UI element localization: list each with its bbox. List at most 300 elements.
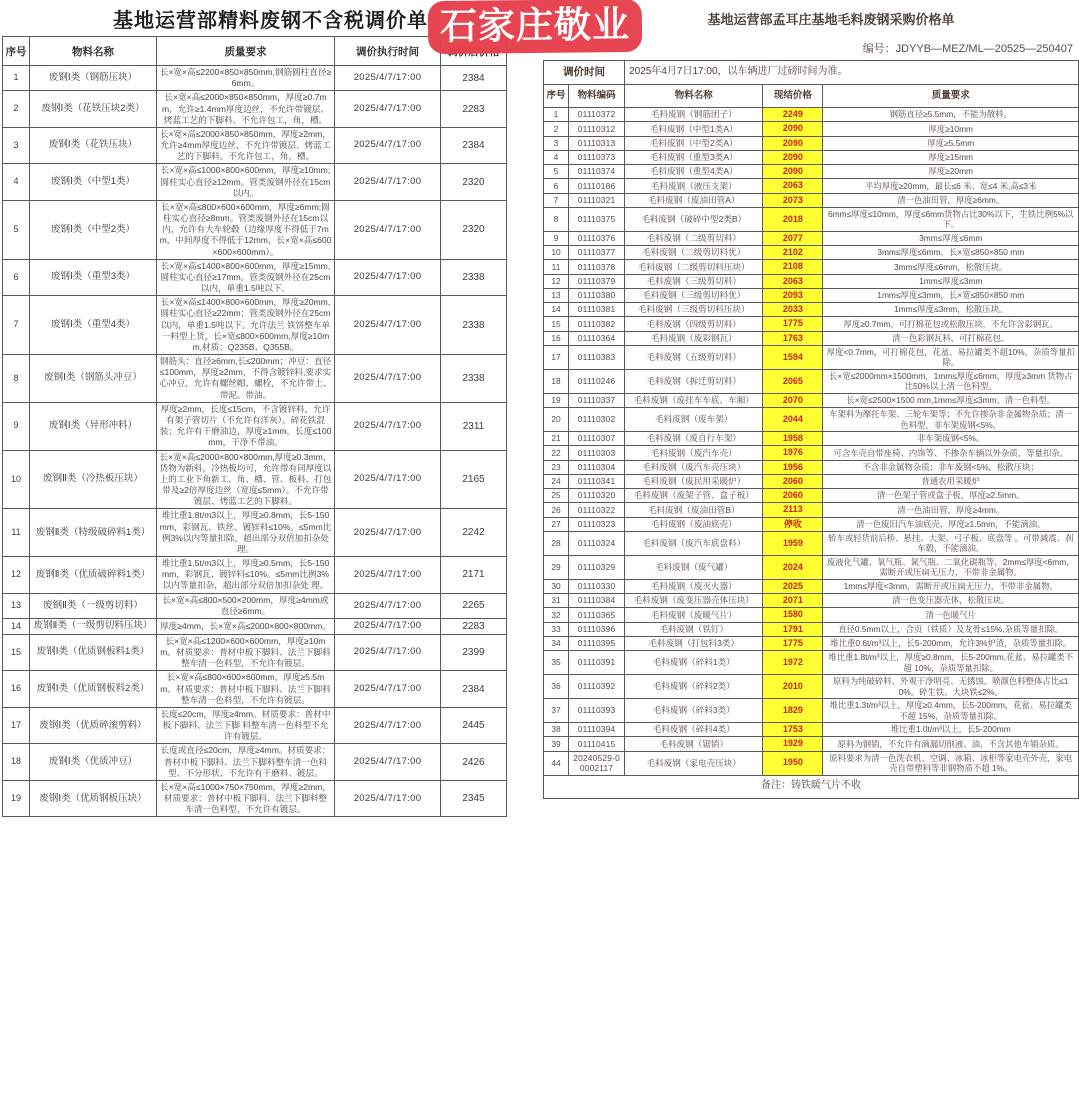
quality-requirement: 长×宽×高≤1200×600×600mm，厚度≥10mm。材质要求：普材中板下脚料、法兰下脚料整车清一色料型，不允许有镀层。: [157, 634, 335, 671]
material-name: 废钢Ⅰ类（钢筋压块）: [30, 66, 157, 91]
material-name: 废钢Ⅰ类（优质冲豆）: [30, 744, 157, 781]
settlement-price: 1775: [763, 317, 823, 331]
settlement-price: 2090: [763, 165, 823, 179]
material-name: 毛料废钢（三级剪切料压块）: [625, 303, 763, 317]
row-seq: 1: [544, 108, 569, 122]
quality-requirement: 轿车或轻货前后桥、悬挂、大架、弓子板、底盘等 。可带减震、刹车毂，不能滴油。: [823, 531, 1079, 555]
note-text: 备注：铸铁暖气片不收: [544, 775, 1079, 798]
row-seq: 14: [3, 618, 30, 634]
quality-requirement: 1mm≤厚度≤3mm，松散压块。: [823, 303, 1079, 317]
quality-requirement: 钢筋直径≥5.5mm，不能为散料。: [823, 108, 1079, 122]
row-seq: 6: [3, 259, 30, 296]
row-seq: 16: [544, 331, 569, 345]
quality-requirement: 长×宽≤2000mm×1500mm，1mm≤厚度≤6mm，厚度≥3mm 货物占比50%以上清一色料型。: [823, 369, 1079, 393]
row-seq: 5: [544, 165, 569, 179]
row-seq: 20: [544, 408, 569, 432]
row-seq: 34: [544, 636, 569, 650]
material-code: 01110364: [569, 331, 625, 345]
right-table-row: [544, 622, 1079, 636]
left-table-row: [3, 450, 507, 509]
row-seq: 25: [544, 489, 569, 503]
left-table-row: [3, 509, 507, 557]
settlement-price: 1753: [763, 723, 823, 737]
right-table-row: [544, 489, 1079, 503]
material-code: 01110329: [569, 555, 625, 579]
left-table-row: [3, 780, 507, 817]
row-seq: 1: [3, 66, 30, 91]
right-table-row: [544, 636, 1079, 650]
quality-requirement: 堆比重1.5t/m3以上，厚度≥0.5mm，长5-150mm，彩钢瓦、镀锌料≤10%。≤5mm比例3%以内等量扣杂，超出部分双倍加扣杂处 理。: [157, 557, 335, 594]
row-seq: 4: [544, 150, 569, 164]
quality-requirement: 3mm≤厚度≤6mm，长×宽≤850×850 mm: [823, 246, 1079, 260]
quality-requirement: 长×宽×高≤2000×850×850mm，厚度≥0.7mm，允许≥1.4mm厚度边丝，不允许带镀层、烤蓝工艺的下脚料。不允许包工，角，槽。: [157, 91, 335, 128]
right-table-row: [544, 193, 1079, 207]
row-seq: 19: [544, 393, 569, 407]
note-row: [544, 775, 1079, 798]
right-table-row: [544, 737, 1079, 751]
right-table-row: [544, 408, 1079, 432]
material-code: 01110415: [569, 737, 625, 751]
exec-time: 2025/4/7/17:00: [335, 707, 441, 744]
material-code: 01110341: [569, 474, 625, 488]
row-seq: 18: [3, 744, 30, 781]
right-table-row: [544, 288, 1079, 302]
row-seq: 11: [3, 509, 30, 557]
quality-requirement: 长×宽×高≤800×600×600mm，厚度≥6mm;圆柱实心直径≥8mm。管类废钢外径在15cm以内，允许有大车轮毂（边缘厚度不得低于7mm，中间厚度不得低于12mm，长×宽×高≤600×600×600mm）。: [157, 200, 335, 259]
settlement-price: 2060: [763, 474, 823, 488]
row-seq: 22: [544, 446, 569, 460]
settlement-price: 2077: [763, 231, 823, 245]
adjusted-price: 2242: [441, 509, 507, 557]
row-seq: 24: [544, 474, 569, 488]
material-name: 毛料废钢（碎料4类）: [625, 723, 763, 737]
exec-time: 2025/4/7/17:00: [335, 164, 441, 201]
quality-requirement: 长×宽×高≤800×600×600mm，厚度≥5.5mm。材质要求：普材中板下脚料、法兰下脚料整车清一色料型，不允许有镀层。: [157, 671, 335, 708]
settlement-price: 2102: [763, 246, 823, 260]
quality-requirement: 长×宽×高≤2200×850×850mm,钢筋圆柱直径≥6mm。: [157, 66, 335, 91]
adjusted-price: 2338: [441, 355, 507, 403]
material-name: 毛料废钢（拆迁剪切料）: [625, 369, 763, 393]
quality-requirement: 6mm≤厚度≤10mm，厚度≤6mm货物占比30%以下，生铁比例5%以下。: [823, 207, 1079, 231]
quality-requirement: 厚度<0.7mm，可打棉花包，花盆、易拉罐类不超10%，杂质等量扣除。: [823, 345, 1079, 369]
settlement-price: 1929: [763, 737, 823, 751]
raw-scrap-table: [543, 60, 1079, 799]
quality-requirement: 厚度≥15mm: [823, 150, 1079, 164]
material-name: 毛料废钢（三级剪切料优）: [625, 288, 763, 302]
quality-requirement: 原料为钢销，不允许有滴漏切削液、油，不含其他车销杂质。: [823, 737, 1079, 751]
material-code: 01110322: [569, 503, 625, 517]
material-name: 毛料废钢（废挂车车底、车厢）: [625, 393, 763, 407]
material-name: 毛料废钢（废油田管B）: [625, 503, 763, 517]
quality-requirement: 清一色彩钢瓦料，可打棉花包。: [823, 331, 1079, 345]
settlement-price: 2108: [763, 260, 823, 274]
right-table-row: [544, 474, 1079, 488]
right-table-row: [544, 108, 1079, 122]
settlement-price: 1956: [763, 460, 823, 474]
quality-requirement: 车架料为摩托车架、三轮车架等；不允许掺杂非金属物杂质；清一色料型，非车架废钢<5%。: [823, 408, 1079, 432]
left-table-row: [3, 671, 507, 708]
material-name: 毛料废钢（二级剪切料压块）: [625, 260, 763, 274]
left-table-row: [3, 402, 507, 450]
material-code: 01110378: [569, 260, 625, 274]
row-seq: 31: [544, 594, 569, 608]
adjusted-price: 2345: [441, 780, 507, 817]
quality-requirement: 堆比重0.6t/m³以上，长5-200mm，允许3%炉渣，杂质等量扣除。: [823, 636, 1079, 650]
material-code: 01110330: [569, 579, 625, 593]
material-name: 毛料废钢（碎料2类）: [625, 675, 763, 699]
material-code: 01110303: [569, 446, 625, 460]
quality-requirement: 长×宽×高≤2000×800×800mm,厚度≥0.3mm，货物为新料，冷热板均可，允许带有同厚度以上的工业下角新工、角、槽、管、板料、打包带及≥2倍厚度边丝（宽度≤5mm）。不允许带镀层、烤蓝工艺的下脚料。: [157, 450, 335, 509]
material-name: 废钢Ⅰ类（中型1类）: [30, 164, 157, 201]
left-table-row: [3, 634, 507, 671]
left-table-row: [3, 744, 507, 781]
settlement-price: 2093: [763, 288, 823, 302]
material-code: 01110384: [569, 594, 625, 608]
left-table-row: [3, 127, 507, 164]
material-name: 毛料废钢（中型2类A）: [625, 136, 763, 150]
adjusted-price: 2384: [441, 671, 507, 708]
quality-requirement: 长×宽×高≤2000×850×850mm，厚度≥2mm，允许≥4mm厚度边丝，不允许带镀层、烤蓝工艺的下脚料。不允许包工，角，槽。: [157, 127, 335, 164]
material-name: 毛料废钢（废气罐）: [625, 555, 763, 579]
settlement-price: 2044: [763, 408, 823, 432]
material-name: 废钢Ⅱ类（特级破碎料1类）: [30, 509, 157, 557]
quality-requirement: 长×宽×高≤800×500×200mm，厚度≥4mm或直径≥6mm。: [157, 593, 335, 618]
quality-requirement: 长×宽×高≤1000×800×600mm，厚度≥10mm;圆柱实心直径≥12mm。管类废钢外径在15cm以内。: [157, 164, 335, 201]
row-seq: 9: [544, 231, 569, 245]
row-seq: 18: [544, 369, 569, 393]
settlement-price: 2113: [763, 503, 823, 517]
quality-requirement: 清一色油田管，厚度≥6mm。: [823, 193, 1079, 207]
adjusted-price: 2399: [441, 634, 507, 671]
material-code: 01110320: [569, 489, 625, 503]
right-table-row: [544, 579, 1079, 593]
material-name: 废钢Ⅰ类（重型4类）: [30, 296, 157, 355]
right-table-row: [544, 594, 1079, 608]
left-table-row: [3, 593, 507, 618]
right-table-row: [544, 460, 1079, 474]
material-name: 毛料废钢（三级剪切料）: [625, 274, 763, 288]
quality-requirement: 清一色架子管或盒子板，厚度≥2.5mm。: [823, 489, 1079, 503]
exec-time: 2025/4/7/17:00: [335, 780, 441, 817]
left-column-header: 质量要求: [157, 37, 335, 66]
adjusted-price: 2320: [441, 200, 507, 259]
left-table-row: [3, 164, 507, 201]
exec-time: 2025/4/7/17:00: [335, 509, 441, 557]
material-name: 毛料废钢（废汽车壳）: [625, 446, 763, 460]
exec-time: 2025/4/7/17:00: [335, 402, 441, 450]
row-seq: 7: [3, 296, 30, 355]
quality-requirement: 1mm≤厚度≤3mm，长×宽≤850×850 mm: [823, 288, 1079, 302]
material-name: 废钢Ⅰ类（重型3类）: [30, 259, 157, 296]
adjusted-price: 2384: [441, 127, 507, 164]
material-name: 毛料废钢（废灭火器）: [625, 579, 763, 593]
quality-requirement: 长×宽×高≤1400×800×600mm，厚度≥20mm,圆柱实心直径≥22mm；管类废钢外径在25cm 以内，单重1.5吨以下。允许法兰 铁饼整车单一料型上货，长×宽≤800×600mm,厚度≥10mm,材质：Q235B、Q355B。: [157, 296, 335, 355]
material-name: 毛料废钢（重型3类A）: [625, 150, 763, 164]
exec-time: 2025/4/7/17:00: [335, 66, 441, 91]
settlement-price: 2070: [763, 393, 823, 407]
settlement-price: 1958: [763, 432, 823, 446]
right-table-row: [544, 369, 1079, 393]
row-seq: 36: [544, 675, 569, 699]
quality-requirement: 厚度≥10mm: [823, 122, 1079, 136]
material-code: 01110302: [569, 408, 625, 432]
quality-requirement: 厚度≥5.5mm: [823, 136, 1079, 150]
row-seq: 14: [544, 303, 569, 317]
right-table-row: [544, 723, 1079, 737]
material-name: 毛料废钢（破碎中型2类B）: [625, 207, 763, 231]
exec-time: 2025/4/7/17:00: [335, 355, 441, 403]
left-table-row: [3, 355, 507, 403]
row-seq: 12: [544, 274, 569, 288]
material-name: 废钢Ⅱ类（一级剪切料）: [30, 593, 157, 618]
settlement-price: 2060: [763, 489, 823, 503]
right-table-row: [544, 179, 1079, 193]
quality-requirement: 原料要求为清一色洗衣机、空调、冰箱、冰柜等家电壳外壳，家电壳自带塑料等非钢物质不超 1%。: [823, 751, 1079, 775]
material-code: 01110380: [569, 288, 625, 302]
quality-requirement: 直径0.5mm以上，合页（铁质）及龙骨≤15%,杂质等量扣除。: [823, 622, 1079, 636]
row-seq: 19: [3, 780, 30, 817]
exec-time: 2025/4/7/17:00: [335, 618, 441, 634]
row-seq: 17: [3, 707, 30, 744]
material-name: 毛料废钢（废暖气片）: [625, 608, 763, 622]
left-table-row: [3, 707, 507, 744]
material-code: 01110312: [569, 122, 625, 136]
quality-requirement: 长×宽×高≤1400×800×600mm，厚度≥15mm,圆柱实心直径≥17mm。管类废钢外径在25cm以内，单重1.5吨以下。: [157, 259, 335, 296]
material-name: 毛料废钢（液压支架）: [625, 179, 763, 193]
adjusted-price: 2165: [441, 450, 507, 509]
quality-requirement: 1mm≤厚度<3mm，需断开或压扁无压力，不带非金属物。: [823, 579, 1079, 593]
settlement-price: 1763: [763, 331, 823, 345]
row-seq: 35: [544, 651, 569, 675]
right-table-row: [544, 231, 1079, 245]
settlement-price: 1791: [763, 622, 823, 636]
material-code: 01110373: [569, 150, 625, 164]
material-name: 毛料废钢（废自行车架）: [625, 432, 763, 446]
right-table-row: [544, 531, 1079, 555]
material-code: 01110382: [569, 317, 625, 331]
settlement-price: 2249: [763, 108, 823, 122]
settlement-price: 2071: [763, 594, 823, 608]
right-table-row: [544, 517, 1079, 531]
material-code: 01110324: [569, 531, 625, 555]
material-code: 01110394: [569, 723, 625, 737]
quality-requirement: 3mm≤厚度≤6mm: [823, 231, 1079, 245]
settlement-price: 1950: [763, 751, 823, 775]
right-table-row: [544, 165, 1079, 179]
exec-time: 2025/4/7/17:00: [335, 200, 441, 259]
settlement-price: 2025: [763, 579, 823, 593]
right-column-header: 物料编码: [569, 85, 625, 108]
quality-requirement: 1mm≤厚度≤3mm: [823, 274, 1079, 288]
quality-requirement: 长×宽≤2500×1500 mm,1mm≤厚度≤3mm。清一色料型。: [823, 393, 1079, 407]
row-seq: 29: [544, 555, 569, 579]
material-code: 01110377: [569, 246, 625, 260]
quality-requirement: 清一色废旧汽车油底壳，厚度≥1.5mm，不能滴油。: [823, 517, 1079, 531]
material-code: 01110321: [569, 193, 625, 207]
material-name: 废钢Ⅱ类（优质破碎料1类）: [30, 557, 157, 594]
quality-requirement: 原料为纯破碎料、外观干净明亮、无锈蚀。喷颜色料整体占比≤10%。碎生铁、大块铁≤2%。: [823, 675, 1079, 699]
time-row: [544, 61, 1079, 85]
exec-time: 2025/4/7/17:00: [335, 634, 441, 671]
settlement-price: 1959: [763, 531, 823, 555]
material-name: 废钢Ⅰ类（优质钢板料1类）: [30, 634, 157, 671]
material-name: 废钢Ⅰ类（钢筋头冲豆）: [30, 355, 157, 403]
settlement-price: 停收: [763, 517, 823, 531]
right-table-row: [544, 432, 1079, 446]
exec-time: 2025/4/7/17:00: [335, 744, 441, 781]
material-code: 01110383: [569, 345, 625, 369]
settlement-price: 1972: [763, 651, 823, 675]
material-name: 废钢Ⅰ类（优质钢板料2类）: [30, 671, 157, 708]
material-name: 废钢Ⅰ类（花铁压块）: [30, 127, 157, 164]
row-seq: 28: [544, 531, 569, 555]
right-table-row: [544, 207, 1079, 231]
right-table-row: [544, 331, 1079, 345]
right-table-row: [544, 317, 1079, 331]
left-table-row: [3, 618, 507, 634]
quality-requirement: 非车架废钢<5%。: [823, 432, 1079, 446]
material-code: 01110372: [569, 108, 625, 122]
material-name: 毛料废钢（废民用采暖炉）: [625, 474, 763, 488]
row-seq: 13: [3, 593, 30, 618]
row-seq: 15: [544, 317, 569, 331]
exec-time: 2025/4/7/17:00: [335, 91, 441, 128]
row-seq: 2: [544, 122, 569, 136]
exec-time: 2025/4/7/17:00: [335, 296, 441, 355]
quality-requirement: 不含非金属物杂质；非车废钢<5%，松散压块；: [823, 460, 1079, 474]
material-code: 01110379: [569, 274, 625, 288]
left-table-row: [3, 91, 507, 128]
quality-requirement: 厚度≥20mm: [823, 165, 1079, 179]
material-name: 毛料废钢（五级剪切料）: [625, 345, 763, 369]
quality-requirement: 钢筋头：直径≥6mm,长≤200mm；冲豆：直径≤100mm，厚度≥2mm，不得含镀锌料,要求实心冲豆，允许有螺丝帽、螺栓，不允许带土、带泥、带油。: [157, 355, 335, 403]
left-table-row: [3, 259, 507, 296]
material-name: 毛料废钢（废汽车壳压块）: [625, 460, 763, 474]
quality-requirement: 平均厚度≥20mm，最长≤6 米、宽≤4 米,高≤3米: [823, 179, 1079, 193]
quality-requirement: 3mm≤厚度≤6mm，松散压块。: [823, 260, 1079, 274]
row-seq: 37: [544, 699, 569, 723]
right-table-row: [544, 751, 1079, 775]
left-table-row: [3, 66, 507, 91]
row-seq: 13: [544, 288, 569, 302]
company-stamp: 石家庄敬业: [428, 0, 643, 54]
row-seq: 4: [3, 164, 30, 201]
right-table-row: [544, 274, 1079, 288]
right-table-row: [544, 246, 1079, 260]
settlement-price: 2090: [763, 122, 823, 136]
row-seq: 27: [544, 517, 569, 531]
settlement-price: 2065: [763, 369, 823, 393]
settlement-price: 2010: [763, 675, 823, 699]
row-seq: 10: [544, 246, 569, 260]
right-table-row: [544, 136, 1079, 150]
row-seq: 30: [544, 579, 569, 593]
quality-requirement: 清一色变压器壳体，松散压块。: [823, 594, 1079, 608]
raw-scrap-price-sheet: [543, 0, 1079, 799]
quality-requirement: 长度≤20cm，厚度≥4mm。材质要求：普材中板下脚料、法兰下脚 料整车清一色料型不允许有镀层。: [157, 707, 335, 744]
material-code: 01110376: [569, 231, 625, 245]
settlement-price: 1580: [763, 608, 823, 622]
material-name: 废钢Ⅰ类（中型2类）: [30, 200, 157, 259]
quality-requirement: 厚度≥2mm，长度≤15cm，不含镀锌料，允许有架子管切片（不允许有洋灰）、碎花铁混装；允许有干磨油边，厚度≥1mm，长度≤100mm，干净不带油。: [157, 402, 335, 450]
right-table-row: [544, 303, 1079, 317]
left-sheet-title: 基地运营部精料废钢不含税调价单: [113, 10, 428, 32]
exec-time: 2025/4/7/17:00: [335, 593, 441, 618]
row-seq: 23: [544, 460, 569, 474]
material-code: 01110393: [569, 699, 625, 723]
material-name: 毛料废钢（废彩钢瓦）: [625, 331, 763, 345]
refined-scrap-table: [2, 36, 507, 817]
left-column-header: 物料名称: [30, 37, 157, 66]
quality-requirement: 清一色油田管，厚度≥4mm。: [823, 503, 1079, 517]
row-seq: 5: [3, 200, 30, 259]
material-code: 01110391: [569, 651, 625, 675]
settlement-price: 2033: [763, 303, 823, 317]
quality-requirement: 厚度≥0.7mm，可打棉花包或松散压块，不允许含彩钢瓦。: [823, 317, 1079, 331]
material-name: 毛料废钢（废架子管、盒子板）: [625, 489, 763, 503]
quality-requirement: 厚度≥4mm，长×宽×高≤2000×800×800mm。: [157, 618, 335, 634]
row-seq: 33: [544, 622, 569, 636]
adjusted-price: 2171: [441, 557, 507, 594]
material-name: 毛料废钢（碎料1类）: [625, 651, 763, 675]
exec-time: 2025/4/7/17:00: [335, 127, 441, 164]
material-name: 毛料废钢（重型4类A）: [625, 165, 763, 179]
exec-time: 2025/4/7/17:00: [335, 671, 441, 708]
material-code: 01110246: [569, 369, 625, 393]
quality-requirement: 可含车壳自带座椅、内饰等、不掺杂车辆以外杂质，等量扣杂。: [823, 446, 1079, 460]
material-code: 01110323: [569, 517, 625, 531]
refined-scrap-price-sheet: [2, 0, 539, 817]
adjusted-price: 2426: [441, 744, 507, 781]
right-table-row: [544, 260, 1079, 274]
exec-time: 2025/4/7/17:00: [335, 557, 441, 594]
material-code: 20240529-00002117: [569, 751, 625, 775]
material-name: 毛料废钢（铁钉）: [625, 622, 763, 636]
row-seq: 17: [544, 345, 569, 369]
material-code: 01110375: [569, 207, 625, 231]
left-column-header: 调价执行时间: [335, 37, 441, 66]
right-table-row: [544, 150, 1079, 164]
material-name: 毛料废钢（家电壳压块）: [625, 751, 763, 775]
row-seq: 6: [544, 179, 569, 193]
row-seq: 32: [544, 608, 569, 622]
right-table-row: [544, 393, 1079, 407]
row-seq: 44: [544, 751, 569, 775]
settlement-price: 2090: [763, 136, 823, 150]
adjusted-price: 2338: [441, 259, 507, 296]
adjusted-price: 2338: [441, 296, 507, 355]
material-name: 废钢Ⅱ类（冷热板压块）: [30, 450, 157, 509]
right-table-row: [544, 651, 1079, 675]
right-table-row: [544, 122, 1079, 136]
material-name: 废钢Ⅰ类（花铁压块2类）: [30, 91, 157, 128]
settlement-price: 2018: [763, 207, 823, 231]
quality-requirement: 长×宽×高≤1000×750×750mm，厚度≥2mm，材质要求：普材中板下脚料、法兰下脚料整 车清一色料型，不允许有镀层。: [157, 780, 335, 817]
exec-time: 2025/4/7/17:00: [335, 450, 441, 509]
row-seq: 15: [3, 634, 30, 671]
row-seq: 11: [544, 260, 569, 274]
left-table-row: [3, 557, 507, 594]
settlement-price: 2063: [763, 179, 823, 193]
material-name: 毛料废钢（打包料3类）: [625, 636, 763, 650]
right-table-row: [544, 503, 1079, 517]
material-code: 01110307: [569, 432, 625, 446]
row-seq: 7: [544, 193, 569, 207]
material-name: 毛料废钢（二级剪切料优）: [625, 246, 763, 260]
material-name: 毛料废钢（四级剪切料）: [625, 317, 763, 331]
row-seq: 38: [544, 723, 569, 737]
settlement-price: 2073: [763, 193, 823, 207]
